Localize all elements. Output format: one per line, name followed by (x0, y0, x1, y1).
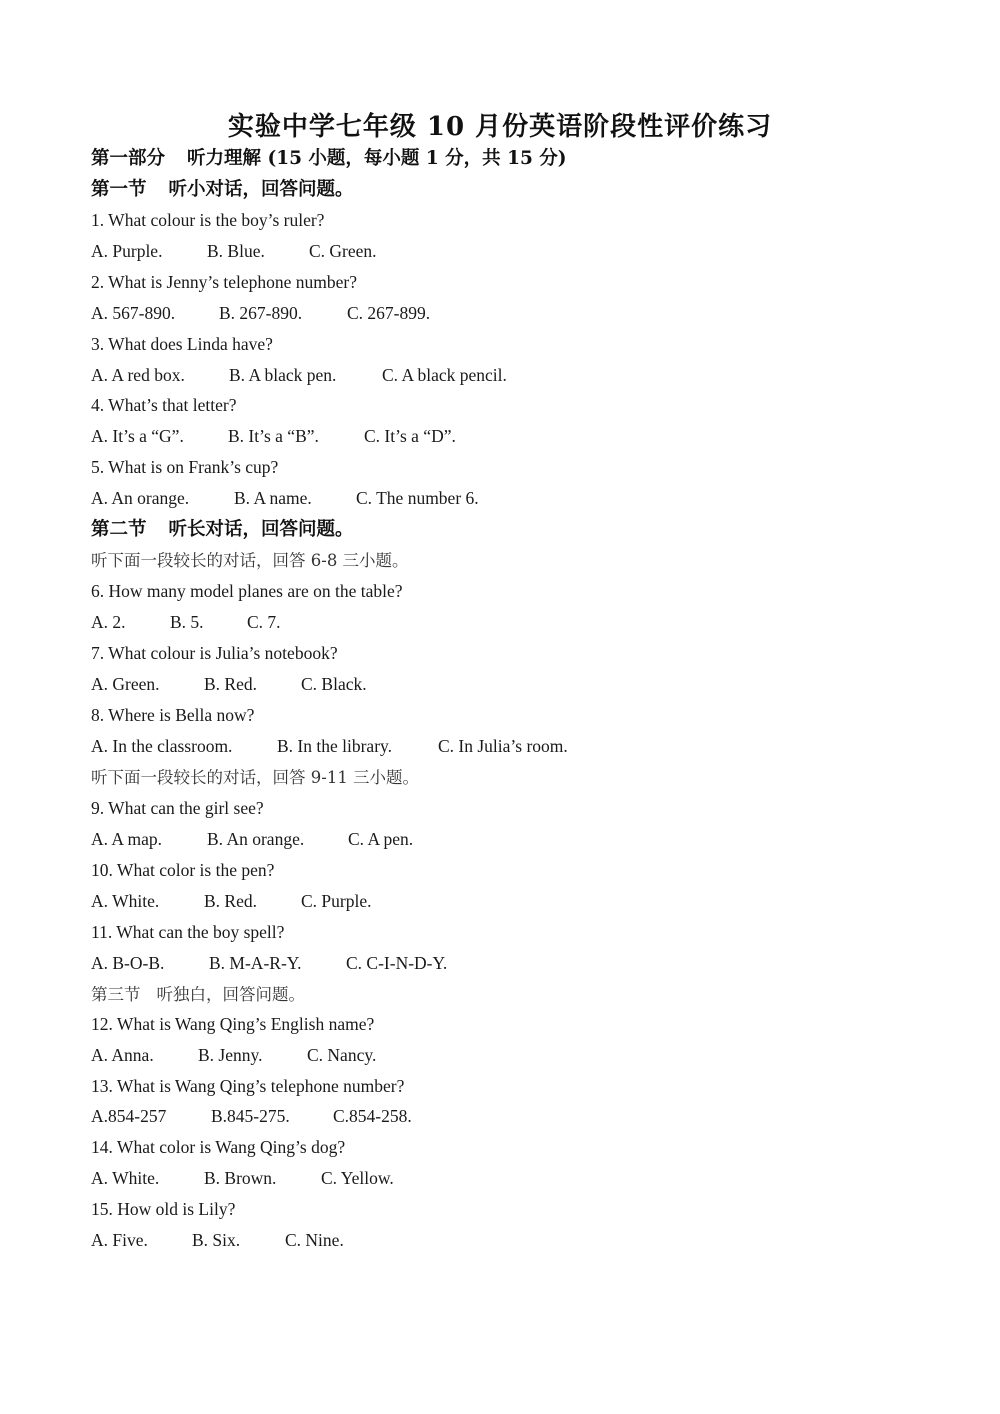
section2-heading (91, 519, 354, 541)
q1-option-c: C. Green. (309, 241, 377, 261)
q11-option-b: B. M-A-R-Y. (209, 953, 302, 973)
q12-option-c: C. Nancy. (307, 1045, 377, 1065)
section3-text: 听独白，回答问题。 (156, 985, 305, 1004)
q1-option-b: B. Blue. (207, 241, 265, 261)
q8-option-b: B. In the library. (277, 736, 393, 756)
question-3: 3. What does Linda have? (91, 334, 273, 354)
q5-option-a: A. An orange. (91, 488, 190, 508)
question-6: 6. How many model planes are on the table? (91, 581, 403, 601)
page-title: 实验中学七年级 10 月份英语阶段性评价练习 (227, 112, 773, 142)
q8-option-c: C. In Julia’s room. (438, 736, 568, 756)
q6-option-b: B. 5. (170, 612, 204, 632)
q4-option-a: A. It’s a “G”. (91, 426, 184, 446)
q14-option-b: B. Brown. (204, 1168, 277, 1188)
q9-option-a: A. A map. (91, 829, 162, 849)
q11-option-c: C. C-I-N-D-Y. (346, 953, 448, 973)
q10-option-a: A. White. (91, 891, 160, 911)
q12-option-a: A. Anna. (91, 1045, 154, 1065)
q12-option-b: B. Jenny. (198, 1045, 263, 1065)
q14-option-c: C. Yellow. (321, 1168, 394, 1188)
section3-heading (91, 984, 305, 1006)
section2-text: 听长对话，回答问题。 (168, 519, 354, 540)
section1-label: 第一节 (91, 179, 147, 200)
part1-heading (91, 148, 567, 170)
question-15: 15. How old is Lily? (91, 1199, 236, 1219)
q10-option-b: B. Red. (204, 891, 257, 911)
q9-option-b: B. An orange. (207, 829, 305, 849)
instruction-9-11: 听下面一段较长的对话，回答 9-11 三小题。 (91, 768, 420, 787)
q2-option-b: B. 267-890. (219, 303, 303, 323)
q4-option-b: B. It’s a “B”. (228, 426, 319, 446)
question-7: 7. What colour is Julia’s notebook? (91, 643, 338, 663)
section1-heading (91, 179, 354, 201)
q3-option-b: B. A black pen. (229, 365, 337, 385)
q15-option-b: B. Six. (192, 1230, 241, 1250)
question-1: 1. What colour is the boy’s ruler? (91, 210, 325, 230)
q6-option-c: C. 7. (247, 612, 281, 632)
q14-option-a: A. White. (91, 1168, 160, 1188)
q15-option-a: A. Five. (91, 1230, 148, 1250)
instruction-6-8: 听下面一段较长的对话，回答 6-8 三小题。 (91, 551, 409, 570)
q2-option-a: A. 567-890. (91, 303, 176, 323)
question-8: 8. Where is Bella now? (91, 705, 255, 725)
q4-option-c: C. It’s a “D”. (364, 426, 456, 446)
question-2: 2. What is Jenny’s telephone number? (91, 272, 358, 292)
q10-option-c: C. Purple. (301, 891, 372, 911)
q3-option-c: C. A black pencil. (382, 365, 507, 385)
question-13: 13. What is Wang Qing’s telephone number? (91, 1076, 405, 1096)
section3-label: 第三节 (91, 985, 141, 1004)
question-14: 14. What color is Wang Qing’s dog? (91, 1137, 346, 1157)
q15-option-c: C. Nine. (285, 1230, 344, 1250)
part1-label: 第一部分 (91, 148, 166, 169)
q13-option-a: A.854-257 (91, 1106, 167, 1126)
question-9: 9. What can the girl see? (91, 798, 264, 818)
q5-option-b: B. A name. (234, 488, 312, 508)
question-12: 12. What is Wang Qing’s English name? (91, 1014, 375, 1034)
q3-option-a: A. A red box. (91, 365, 185, 385)
section1-text: 听小对话，回答问题。 (168, 179, 354, 200)
q7-option-c: C. Black. (301, 674, 367, 694)
question-11: 11. What can the boy spell? (91, 922, 285, 942)
q13-option-c: C.854-258. (333, 1106, 412, 1126)
q13-option-b: B.845-275. (211, 1106, 290, 1126)
q6-option-a: A. 2. (91, 612, 126, 632)
question-10: 10. What color is the pen? (91, 860, 275, 880)
section2-label: 第二节 (91, 519, 147, 540)
q2-option-c: C. 267-899. (347, 303, 431, 323)
q7-option-b: B. Red. (204, 674, 257, 694)
q5-option-c: C. The number 6. (356, 488, 479, 508)
q1-option-a: A. Purple. (91, 241, 163, 261)
q11-option-a: A. B-O-B. (91, 953, 165, 973)
q8-option-a: A. In the classroom. (91, 736, 233, 756)
part1-text: 听力理解 (15 小题，每小题 1 分，共 15 分) (187, 148, 567, 169)
question-4: 4. What’s that letter? (91, 395, 237, 415)
q7-option-a: A. Green. (91, 674, 160, 694)
q9-option-c: C. A pen. (348, 829, 414, 849)
question-5: 5. What is on Frank’s cup? (91, 457, 279, 477)
